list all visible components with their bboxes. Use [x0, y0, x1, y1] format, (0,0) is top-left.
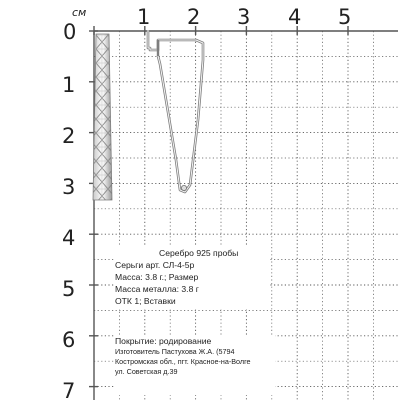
ruler-unit: см	[72, 6, 87, 19]
x-label-0: 0	[63, 20, 77, 44]
x-label-1: 1	[137, 5, 151, 29]
x-label-3: 3	[237, 5, 251, 29]
article-line: Серьги арт. СЛ-4-5р	[115, 260, 195, 270]
y-label-4: 4	[62, 226, 76, 250]
x-label-4: 4	[288, 5, 302, 29]
y-label-2: 2	[62, 124, 76, 148]
coating-line: Покрытие: родирование	[115, 336, 212, 346]
y-label-5: 5	[62, 277, 76, 301]
metal-line: Серебро 925 пробы	[159, 248, 239, 258]
address-line-1: Костромская обл., пгт. Красное-на-Волге	[115, 357, 251, 366]
otk-line: ОТК 1; Вставки	[115, 296, 176, 306]
x-label-5: 5	[338, 5, 352, 29]
y-label-6: 6	[62, 328, 76, 352]
mass-line: Масса: 3.8 г.; Размер	[115, 272, 199, 282]
y-label-3: 3	[62, 175, 76, 199]
maker-line: Изготовитель Пастухова Ж.А. (5794	[115, 347, 235, 356]
metal-mass-line: Масса металла: 3.8 г	[115, 284, 199, 294]
manufacturer-info	[115, 335, 275, 395]
y-label-1: 1	[62, 73, 76, 97]
y-label-7: 7	[62, 379, 76, 400]
address-line-2: ул. Советская д.39	[115, 367, 178, 376]
x-label-2: 2	[187, 5, 201, 29]
product-info	[115, 247, 270, 309]
